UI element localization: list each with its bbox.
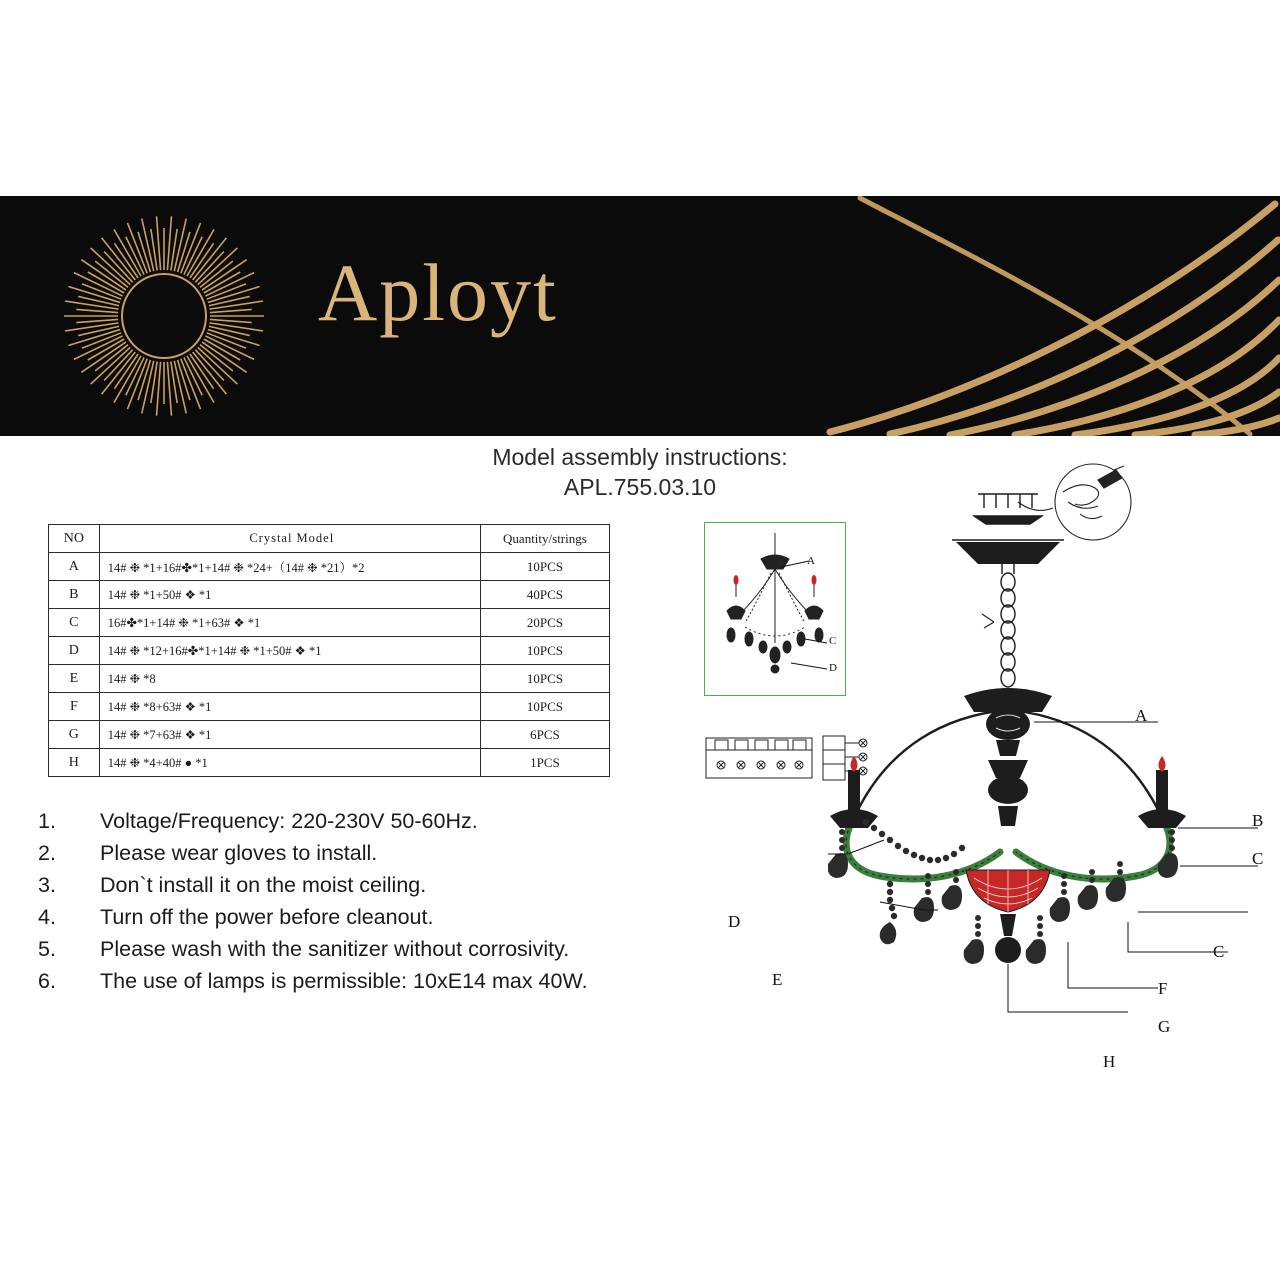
row-no: D: [49, 637, 100, 665]
callout-e: E: [772, 970, 783, 989]
callout-c1: C: [1252, 849, 1264, 868]
row-model: 14# ❉ *4+40# ● *1: [99, 749, 480, 777]
callout-d: D: [728, 912, 741, 931]
note-text: Turn off the power before cleanout.: [100, 905, 434, 929]
sunburst-logo-icon: [60, 212, 268, 420]
callout-b: B: [1252, 811, 1264, 830]
callout-c2: C: [1213, 942, 1225, 961]
row-no: B: [49, 581, 100, 609]
table-header-row: [49, 525, 610, 553]
table-row: [49, 609, 610, 637]
brand-banner: [0, 196, 1280, 436]
thumb-callout-a: A: [807, 555, 815, 567]
row-model: 14# ❉ *1+50# ❖ *1: [99, 581, 480, 609]
row-qty: 10PCS: [480, 693, 609, 721]
row-model: 14# ❉ *7+63# ❖ *1: [99, 721, 480, 749]
title-line-1: Model assembly instructions:: [492, 444, 788, 470]
thumbnail-inset: [704, 522, 846, 696]
callout-h: H: [1103, 1052, 1116, 1071]
note-number: 3.: [38, 873, 56, 897]
brand-wordmark: Aployt: [318, 247, 558, 338]
row-qty: 10PCS: [480, 665, 609, 693]
decorative-rays-icon: [820, 196, 1280, 436]
table-row: [49, 721, 610, 749]
header-model: Crystal Model: [99, 525, 480, 553]
row-no: C: [49, 609, 100, 637]
row-no: A: [49, 553, 100, 581]
row-qty: 6PCS: [480, 721, 609, 749]
table-row: [49, 749, 610, 777]
table-row: [49, 637, 610, 665]
note-text: Please wear gloves to install.: [100, 841, 378, 865]
table-row: [49, 665, 610, 693]
row-model: 14# ❉ *8+63# ❖ *1: [99, 693, 480, 721]
note-number: 2.: [38, 841, 56, 865]
note-item: [30, 902, 650, 933]
note-item: [30, 838, 650, 869]
thumb-callout-d: D: [829, 662, 837, 674]
row-model: 16#✤*1+14# ❉ *1+63# ❖ *1: [99, 609, 480, 637]
row-model: 14# ❉ *1+16#✤*1+14# ❉ *24+（14# ❉ *21）*2: [99, 553, 480, 581]
note-item: [30, 870, 650, 901]
note-item: [30, 934, 650, 965]
note-item: [30, 806, 650, 837]
instruction-notes: [30, 806, 650, 998]
note-text: The use of lamps is permissible: 10xE14 max 40W.: [100, 969, 588, 993]
table-row: [49, 553, 610, 581]
header-no: NO: [49, 525, 100, 553]
note-text: Don`t install it on the moist ceiling.: [100, 873, 427, 897]
header-qty: Quantity/strings: [480, 525, 609, 553]
assembly-diagram: [648, 452, 1268, 1092]
table-row: [49, 581, 610, 609]
chandelier-illustration: [828, 472, 1268, 1092]
row-qty: 10PCS: [480, 637, 609, 665]
title-line-2: APL.755.03.10: [563, 474, 717, 500]
note-number: 5.: [38, 937, 56, 961]
callout-f: F: [1158, 979, 1168, 998]
note-item: [30, 966, 650, 997]
note-number: 6.: [38, 969, 56, 993]
row-qty: 40PCS: [480, 581, 609, 609]
callout-a: A: [1135, 706, 1148, 725]
note-number: 4.: [38, 905, 56, 929]
row-no: G: [49, 721, 100, 749]
row-no: F: [49, 693, 100, 721]
row-model: 14# ❉ *8: [99, 665, 480, 693]
row-model: 14# ❉ *12+16#✤*1+14# ❉ *1+50# ❖ *1: [99, 637, 480, 665]
parts-table: [48, 524, 610, 777]
row-qty: 1PCS: [480, 749, 609, 777]
note-text: Voltage/Frequency: 220-230V 50-60Hz.: [100, 809, 478, 833]
row-no: E: [49, 665, 100, 693]
note-text: Please wash with the sanitizer without corrosivity.: [100, 937, 570, 961]
thumb-callout-c: C: [829, 635, 837, 647]
row-qty: 20PCS: [480, 609, 609, 637]
callout-g: G: [1158, 1017, 1171, 1036]
row-no: H: [49, 749, 100, 777]
note-number: 1.: [38, 809, 56, 833]
table-row: [49, 693, 610, 721]
row-qty: 10PCS: [480, 553, 609, 581]
